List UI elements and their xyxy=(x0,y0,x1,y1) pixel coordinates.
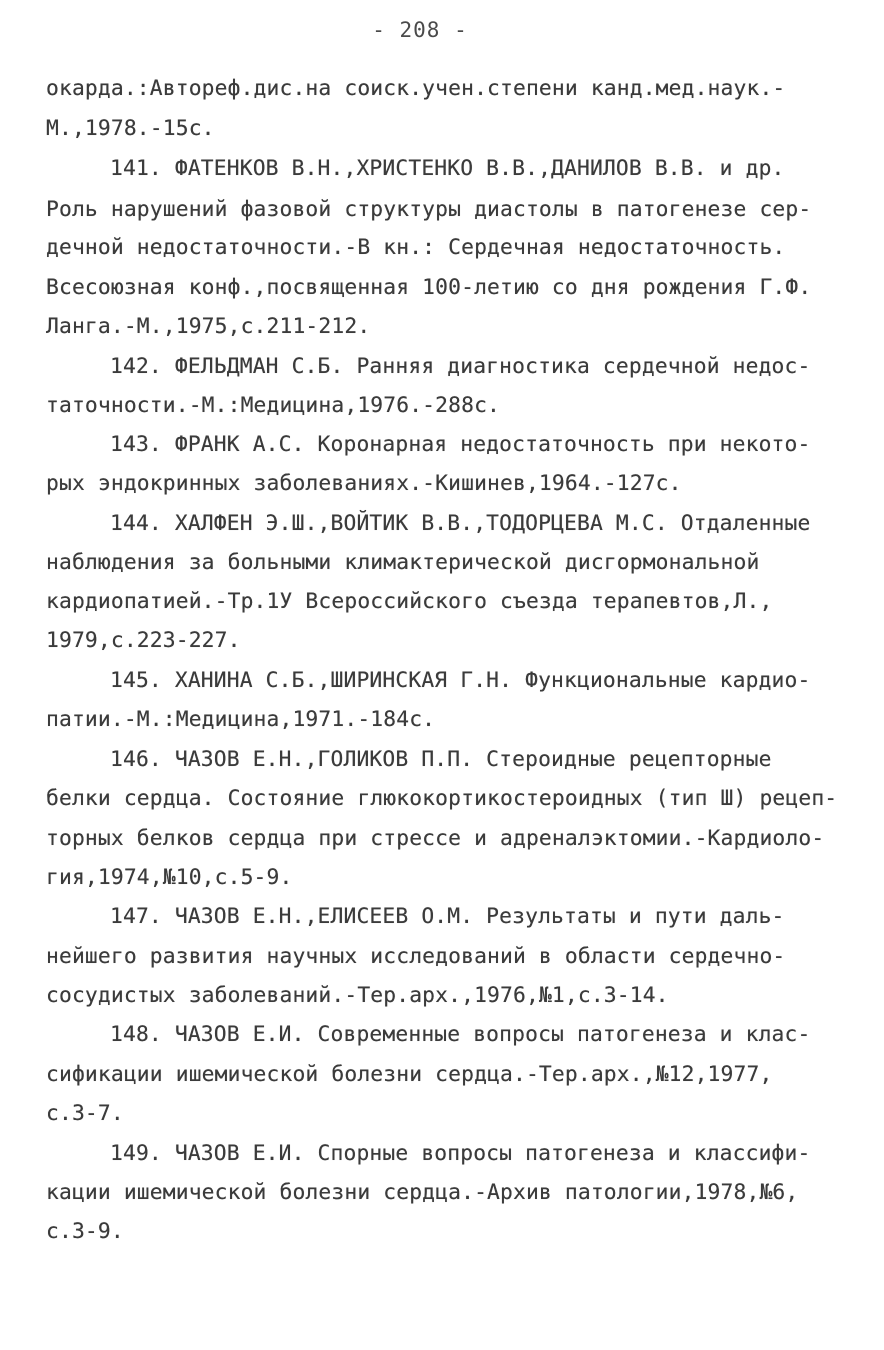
page-number: - 208 - xyxy=(372,18,468,42)
text-line: сификации ишемической болезни сердца.-Тер.арх.,№12,1977, xyxy=(46,1062,773,1087)
entry-143-line: 143. ФРАНК А.С. Коронарная недостаточность при некото- xyxy=(110,432,811,457)
entry-145-line: 145. ХАНИНА С.Б.,ШИРИНСКАЯ Г.Н. Функциональные кардио- xyxy=(110,668,811,693)
entry-142-line: 142. ФЕЛЬДМАН С.Б. Ранняя диагностика сердечной недос- xyxy=(110,354,811,379)
text-line: белки сердца. Состояние глюкокортикостероидных (тип Ш) рецеп- xyxy=(46,786,838,811)
text-line: патии.-М.:Медицина,1971.-184с. xyxy=(46,707,436,732)
entry-141-line: 141. ФАТЕНКОВ В.Н.,ХРИСТЕНКО В.В.,ДАНИЛОВ В.В. и др. xyxy=(110,156,785,181)
entry-148-line: 148. ЧАЗОВ Е.И. Современные вопросы патогенеза и клас- xyxy=(110,1022,811,1047)
text-line: с.3-7. xyxy=(46,1101,124,1126)
entry-149-line: 149. ЧАЗОВ Е.И. Спорные вопросы патогенеза и классифи- xyxy=(110,1141,811,1166)
entry-144-line: 144. ХАЛФЕН Э.Ш.,ВОЙТИК В.В.,ТОДОРЦЕВА М.С. Отдаленные xyxy=(110,511,811,536)
text-line: таточности.-М.:Медицина,1976.-288с. xyxy=(46,393,501,418)
text-line: рых эндокринных заболеваниях.-Кишинев,1964.-127с. xyxy=(46,471,682,496)
entry-147-line: 147. ЧАЗОВ Е.Н.,ЕЛИСЕЕВ О.М. Результаты и пути даль- xyxy=(110,904,785,929)
text-line: наблюдения за больными климактерической дисгормональной xyxy=(46,550,760,575)
text-line: Ланга.-М.,1975,с.211-212. xyxy=(46,314,371,339)
text-line: окарда.:Автореф.дис.на соиск.учен.степени канд.мед.наук.- xyxy=(46,76,786,101)
text-line: кардиопатией.-Тр.1У Всероссийского съезда терапевтов,Л., xyxy=(46,589,773,614)
text-line: дечной недостаточности.-В кн.: Сердечная недостаточность. xyxy=(46,235,786,260)
text-line: Всесоюзная конф.,посвященная 100-летию со дня рождения Г.Ф. xyxy=(46,275,812,300)
text-line: с.3-9. xyxy=(46,1219,124,1244)
text-line: 1979,с.223-227. xyxy=(46,628,241,653)
entry-146-line: 146. ЧАЗОВ Е.Н.,ГОЛИКОВ П.П. Стероидные рецепторные xyxy=(110,747,772,772)
text-line: кации ишемической болезни сердца.-Архив патологии,1978,№6, xyxy=(46,1180,799,1205)
text-line: сосудистых заболеваний.-Тер.арх.,1976,№1,с.3-14. xyxy=(46,983,669,1008)
text-line: Роль нарушений фазовой структуры диастолы в патогенезе сер- xyxy=(46,197,812,222)
text-line: М.,1978.-15с. xyxy=(46,116,215,141)
text-line: нейшего развития научных исследований в области сердечно- xyxy=(46,944,786,969)
text-line: торных белков сердца при стрессе и адреналэктомии.-Кардиоло- xyxy=(46,826,825,851)
text-line: гия,1974,№10,с.5-9. xyxy=(46,865,293,890)
